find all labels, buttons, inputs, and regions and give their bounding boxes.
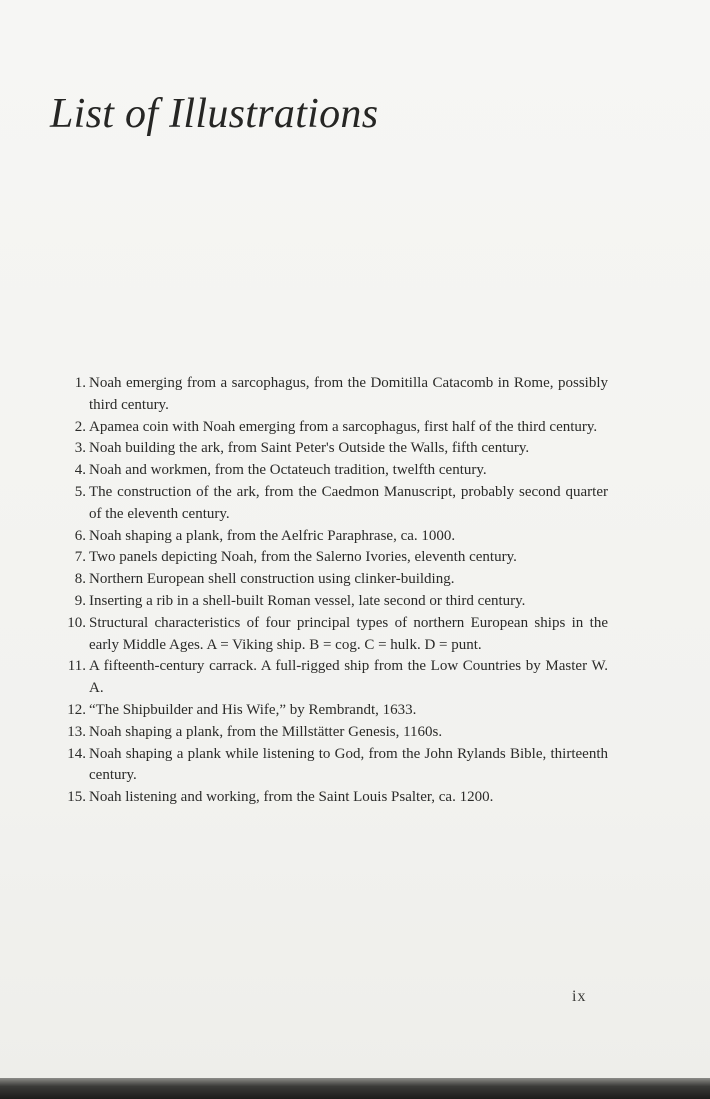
- item-number: 9.: [74, 592, 86, 609]
- list-item: [48, 482, 608, 526]
- item-caption: Two panels depicting Noah, from the Salerno Ivories, eleventh century.: [89, 549, 517, 566]
- item-number: 12.: [67, 701, 86, 718]
- item-number: 7.: [74, 549, 86, 566]
- page-title: List of Illustrations: [50, 91, 379, 137]
- list-item: [48, 700, 608, 722]
- item-number: 2.: [74, 418, 86, 435]
- item-caption: “The Shipbuilder and His Wife,” by Rembrandt, 1633.: [89, 701, 417, 718]
- item-number: 14.: [67, 745, 86, 762]
- list-item: [48, 460, 608, 482]
- item-number: 4.: [74, 462, 86, 479]
- item-caption: Apamea coin with Noah emerging from a sarcophagus, first half of the third century.: [89, 418, 598, 435]
- list-item: [48, 722, 608, 744]
- list-item: [48, 613, 608, 657]
- illustration-list: [48, 373, 608, 809]
- item-number: 10.: [67, 614, 86, 631]
- item-number: 5.: [74, 483, 86, 500]
- list-item: [48, 744, 608, 788]
- item-number: 15.: [67, 789, 86, 806]
- page-number: ix: [572, 988, 587, 1005]
- item-caption: Noah emerging from a sarcophagus, from the Domitilla Catacomb in Rome, possibly third century.: [89, 375, 608, 413]
- item-number: 3.: [74, 440, 86, 457]
- item-caption: Structural characteristics of four principal types of northern European ships in the early Middle Ages. A = Viking ship. B = cog. C = hulk. D = punt.: [89, 614, 608, 653]
- item-caption: Noah shaping a plank, from the Millstätter Genesis, 1160s.: [89, 723, 443, 740]
- page-bottom-edge: [0, 1078, 710, 1099]
- list-item: [48, 591, 608, 613]
- item-number: 8.: [74, 571, 86, 588]
- item-caption: A fifteenth-century carrack. A full-rigged ship from the Low Countries by Master W. A.: [89, 658, 608, 697]
- list-item: [48, 526, 608, 548]
- item-caption: Inserting a rib in a shell-built Roman vessel, late second or third century.: [89, 592, 526, 609]
- item-caption: The construction of the ark, from the Caedmon Manuscript, probably second quarter of the eleventh century.: [89, 483, 608, 522]
- list-item: [48, 569, 608, 591]
- list-item: [48, 547, 608, 569]
- item-caption: Noah listening and working, from the Saint Louis Psalter, ca. 1200.: [89, 789, 494, 806]
- list-item: [48, 373, 608, 417]
- item-number: 13.: [67, 723, 86, 740]
- item-caption: Noah and workmen, from the Octateuch tradition, twelfth century.: [89, 462, 487, 479]
- item-number: 6.: [74, 527, 86, 544]
- item-caption: Northern European shell construction using clinker-building.: [89, 571, 455, 588]
- list-item: [48, 656, 608, 700]
- item-number: 11.: [67, 658, 86, 675]
- item-caption: Noah shaping a plank while listening to God, from the John Rylands Bible, thirteenth century.: [89, 745, 608, 784]
- list-item: [48, 438, 608, 460]
- item-caption: Noah shaping a plank, from the Aelfric Paraphrase, ca. 1000.: [89, 527, 456, 544]
- item-number: 1.: [74, 375, 86, 391]
- list-item: [48, 417, 608, 439]
- list-item: [48, 787, 608, 809]
- item-caption: Noah building the ark, from Saint Peter's Outside the Walls, fifth century.: [89, 440, 530, 457]
